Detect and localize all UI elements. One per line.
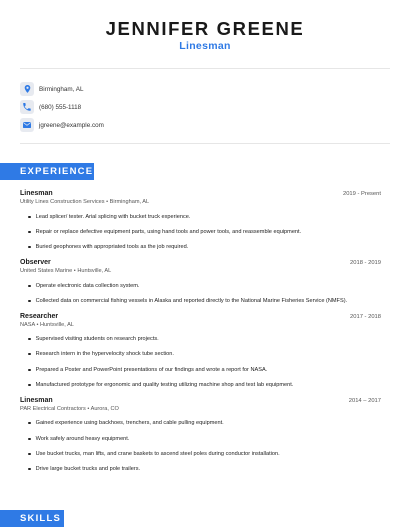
bullet-item — [20, 282, 139, 290]
experience-title: Linesman — [20, 397, 53, 404]
experience-item — [20, 190, 381, 205]
bullet-item — [20, 381, 293, 389]
bullet-dot — [28, 422, 31, 425]
bullet-text: Research intern in the hypervelocity shock tube section. — [35, 351, 174, 357]
phone-icon — [20, 100, 34, 114]
map-pin-icon — [20, 82, 34, 96]
bullet-item — [20, 335, 159, 343]
skills-heading: SKILLS — [0, 510, 64, 527]
bullet-text: Collected data on commercial fishing vessels in Alaska and reported directly to the National Marine Fisheries Service (NMFS). — [35, 298, 348, 304]
bullet-text: Use bucket trucks, man lifts, and crane baskets to ascend steel poles during conductor installation. — [35, 451, 280, 457]
job-title: Linesman — [179, 40, 231, 52]
experience-date: 2014 – 2017 — [348, 398, 381, 404]
experience-item — [20, 397, 381, 412]
divider — [20, 143, 390, 144]
bullet-dot — [28, 369, 31, 372]
experience-title: Linesman — [20, 190, 53, 197]
bullet-text: Manufactured prototype for ergonomic and quality testing utilizing machine shop and test lab equipment. — [35, 382, 294, 388]
bullet-text: Work safely around heavy equipment. — [35, 436, 130, 442]
experience-employer: Utility Lines Construction Services • Birmingham, AL — [20, 199, 150, 205]
experience-item — [20, 259, 381, 274]
experience-company: Utility Lines Construction Services — [20, 199, 105, 205]
bullet-dot — [28, 453, 31, 456]
bullet-dot — [28, 285, 31, 288]
experience-location: Aurora, CO — [90, 406, 119, 412]
bullet-text: Operate electronic data collection system. — [35, 283, 140, 289]
experience-date: 2018 - 2019 — [350, 260, 381, 266]
bullet-dot — [28, 468, 31, 471]
bullet-item — [20, 297, 347, 305]
contact-email[interactable] — [20, 118, 104, 132]
experience-item — [20, 313, 381, 328]
bullet-item — [20, 465, 140, 473]
experience-location: Birmingham, AL — [109, 199, 150, 205]
candidate-name: JENNIFER GREENE — [105, 18, 305, 39]
experience-company: NASA — [20, 322, 35, 328]
bullet-item — [20, 435, 129, 443]
experience-employer: United States Marine • Huntsville, AL — [20, 268, 112, 274]
bullet-dot — [28, 300, 31, 303]
experience-employer: PAR Electrical Contractors • Aurora, CO — [20, 406, 119, 412]
contact-location — [20, 82, 83, 96]
experience-employer: NASA • Huntsville, AL — [20, 322, 74, 328]
bullet-item — [20, 450, 280, 458]
bullet-dot — [28, 338, 31, 341]
experience-date: 2019 - Present — [342, 191, 381, 197]
experience-title: Researcher — [20, 313, 59, 320]
bullet-dot — [28, 216, 31, 219]
experience-title: Observer — [20, 259, 51, 266]
bullet-text: Drive large bucket trucks and pole trailers. — [35, 466, 141, 472]
experience-heading: EXPERIENCE — [0, 163, 94, 180]
bullet-text: Supervised visiting students on research projects. — [35, 336, 159, 342]
bullet-text: Prepared a Poster and PowerPoint presentations of our findings and wrote a report for NASA. — [35, 367, 268, 373]
experience-company: United States Marine — [20, 268, 73, 274]
bullet-dot — [28, 246, 31, 249]
divider — [20, 68, 390, 69]
contact-phone-text: (680) 555-1118 — [39, 103, 82, 111]
experience-location: Huntsville, AL — [77, 268, 112, 274]
bullet-text: Buried geophones with appropriated tools as the job required. — [35, 244, 189, 250]
bullet-dot — [28, 353, 31, 356]
bullet-dot — [28, 384, 31, 387]
bullet-text: Lead splicer/ tester. Arial splicing with bucket truck experience. — [35, 214, 191, 220]
bullet-dot — [28, 438, 31, 441]
bullet-item — [20, 213, 190, 221]
bullet-item — [20, 366, 267, 374]
bullet-item — [20, 243, 188, 251]
experience-company: PAR Electrical Contractors — [20, 406, 86, 412]
experience-location: Huntsville, AL — [40, 322, 74, 328]
experience-date: 2017 - 2018 — [350, 314, 381, 320]
contact-location-text: Birmingham, AL — [39, 85, 84, 93]
contact-email-text[interactable]: jgreene@example.com — [39, 121, 104, 129]
mail-icon — [20, 118, 34, 132]
bullet-dot — [28, 231, 31, 234]
bullet-item — [20, 350, 174, 358]
bullet-text: Repair or replace defective equipment parts, using hand tools and power tools, and reassemble equipment. — [35, 229, 302, 235]
bullet-item — [20, 419, 224, 427]
contact-phone — [20, 100, 81, 114]
bullet-text: Gained experience using backhoes, trenchers, and cable pulling equipment. — [35, 420, 224, 426]
bullet-item — [20, 228, 301, 236]
